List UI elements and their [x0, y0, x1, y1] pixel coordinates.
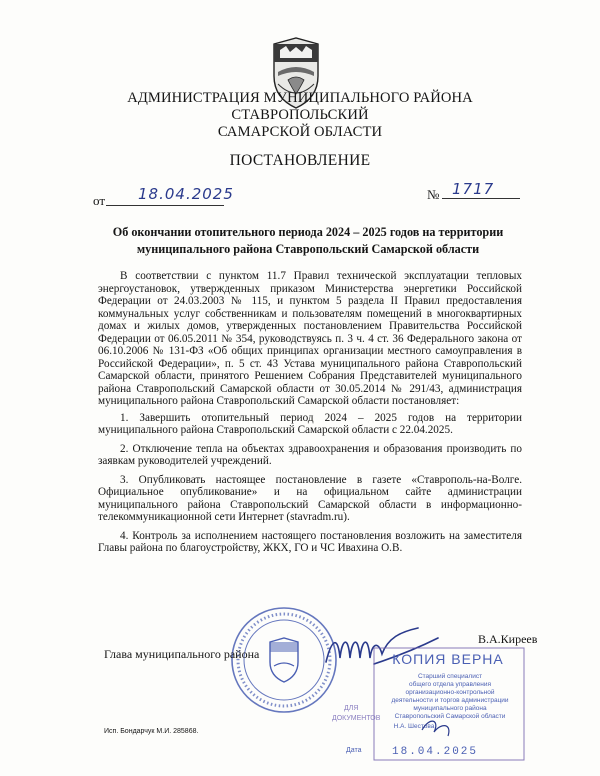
copy-stamp-person: Н.А. Шестова	[393, 723, 435, 730]
body-item-4: 4. Контроль за исполнением настоящего постановления возложить на заместителя Главы района по благоустройству, ЖКХ, ГО и ЧС Ивахина О.В.	[98, 529, 522, 554]
for-documents-line2: ДОКУМЕНТОВ	[332, 715, 381, 722]
signatory-name: В.А.Киреев	[478, 632, 538, 646]
date-underline	[106, 205, 224, 206]
subject-line1: Об окончании отопительного периода 2024 – 2025 годов на территории	[112, 225, 504, 239]
organization-name-line2: САМАРСКОЙ ОБЛАСТИ	[217, 124, 383, 140]
number-label: №	[427, 187, 440, 202]
copy-stamp-line5: муниципального района	[413, 705, 487, 712]
for-documents-line1: ДЛЯ	[344, 705, 359, 712]
copy-stamp-title: КОПИЯ ВЕРНА	[392, 651, 504, 667]
number-underline	[442, 198, 520, 199]
organization-name-line1: АДМИНИСТРАЦИЯ МУНИЦИПАЛЬНОГО РАЙОНА СТАВРОПОЛЬСКИЙ	[127, 90, 473, 123]
executor-note: Исп. Бондарчук М.И. 285868.	[104, 728, 199, 735]
body-intro-paragraph: В соответствии с пунктом 11.7 Правил технической эксплуатации тепловых энергоустановок, утвержденных приказом Министерства энергетики Российской Федерации от 24.03.2003 № 115, и пунктом 5 раздела II Правил предоставления коммунальных услуг собственникам и пользователям помещений в многоквартирных домах и жилых домов, утвержденных постановлением Правительства Российской Федерации от 06.05.2011 № 354, руководствуясь п. 3 ч. 4 ст. 36 Федерального закона от 06.10.2006 № 131-ФЗ «Об общих принципах организации местного самоуправления в Российской Федерации», п. 5 ст. 43 Устава муниципального района Ставропольский Самарской области, принятого Решением Собрания Представителей муниципального района Ставропольский Самарской области от 30.05.2014 № 291/43, администрация муниципального района Ставропольский Самарской области постановляет:	[98, 270, 522, 407]
document-type: ПОСТАНОВЛЕНИЕ	[229, 152, 371, 169]
body-item-2: 2. Отключение тепла на объектах здравоохранения и образования производить по заявкам руководителей учреждений.	[98, 442, 522, 467]
date-label: от	[93, 193, 106, 208]
subject-line2: муниципального района Ставропольский Самарской области	[136, 242, 480, 256]
body-item-1: 1. Завершить отопительный период 2024 – 2025 годов на территории муниципального района Ставропольский Самарской области с 22.04.2025.	[98, 411, 522, 436]
signatory-position: Глава муниципального района	[104, 647, 260, 661]
copy-stamp-date: 18.04.2025	[392, 746, 479, 758]
document-subject	[108, 224, 508, 258]
organization-name	[60, 90, 540, 141]
copy-stamp-date-label: Дата	[346, 747, 362, 754]
copy-stamp-line6: Ставропольский Самарской области	[394, 713, 506, 720]
document-body	[98, 270, 522, 561]
handwritten-date: 18.04.2025	[138, 185, 234, 203]
copy-stamp-line2: общего отдела управления	[409, 681, 491, 688]
copy-stamp-line1: Старший специалист	[417, 673, 483, 680]
copy-stamp-line3: организационно-контрольной	[405, 689, 495, 696]
copy-stamp-line4: деятельности и торгов администрации	[391, 697, 509, 704]
body-item-3: 3. Опубликовать настоящее постановление в газете «Ставрополь-на-Волге. Официальное опубликование» и на официальном сайте администрации муниципального района Ставропольский Самарской области в информационно-телекоммуникационной сети Интернет (stavradm.ru).	[98, 473, 522, 523]
handwritten-number: 1717	[452, 180, 495, 198]
certified-copy-stamp	[330, 640, 530, 770]
